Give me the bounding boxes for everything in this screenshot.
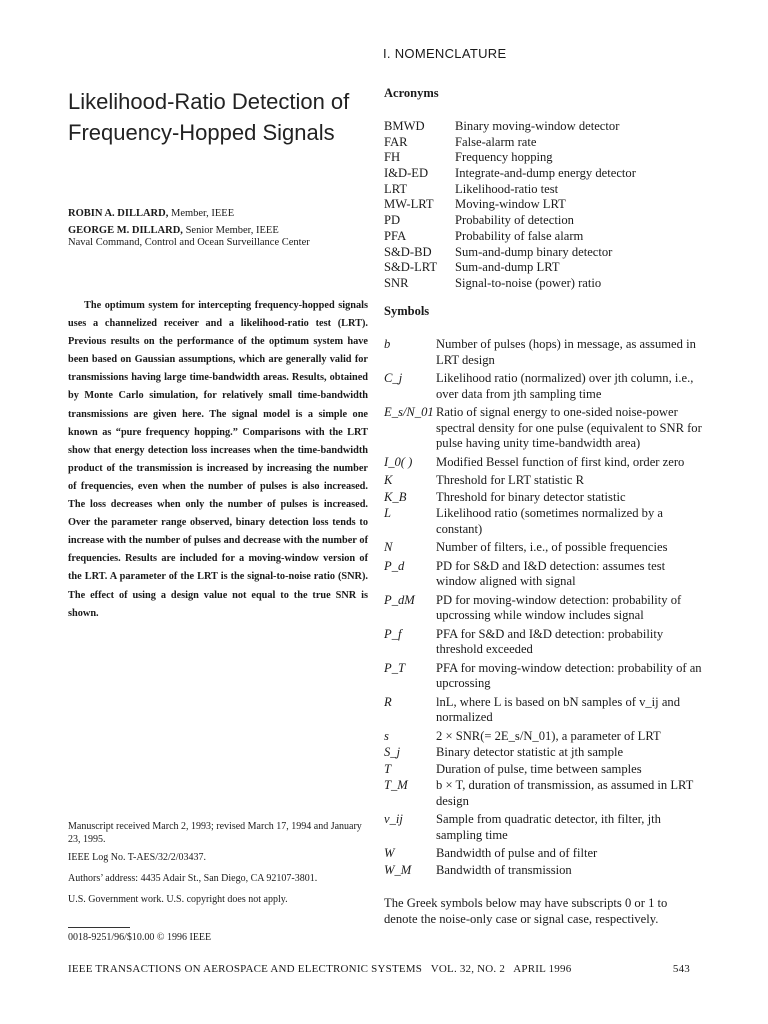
acronym-row	[384, 166, 704, 182]
section-heading: I. NOMENCLATURE	[383, 46, 507, 61]
acronym-definition: Integrate-and-dump energy detector	[455, 166, 636, 181]
symbol-row	[384, 506, 704, 537]
symbol-definition: Binary detector statistic at jth sample	[436, 745, 624, 759]
symbol-definition: b × T, duration of transmission, as assumed in LRT design	[436, 778, 694, 808]
symbol-term: T	[384, 761, 392, 776]
symbol-definition: Modified Bessel function of first kind, order zero	[436, 454, 685, 469]
symbol-row	[384, 695, 704, 726]
symbol-term: P_d	[384, 558, 405, 573]
acronym-row	[384, 229, 704, 245]
acronym-term: FH	[384, 150, 401, 165]
symbol-term: K	[384, 473, 393, 487]
symbol-definition: 2 × SNR(= 2E_s/N_01), a parameter of LRT	[436, 728, 661, 743]
acronym-definition: Probability of detection	[455, 213, 574, 228]
symbol-definition: Number of filters, i.e., of possible frequencies	[436, 540, 668, 554]
symbol-term: R	[384, 694, 392, 709]
acronym-row	[384, 182, 704, 198]
symbol-definition: Ratio of signal energy to one-sided noise-power spectral density for one pulse (equivalent to SNR for pulse having unity time-bandwidth area)	[436, 405, 702, 450]
symbol-definition: Duration of pulse, time between samples	[436, 761, 642, 776]
author-2	[68, 224, 279, 237]
symbol-row	[384, 593, 704, 624]
symbol-row	[384, 540, 704, 556]
acronym-row	[384, 150, 704, 166]
symbol-definition: PFA for moving-window detection: probability of an upcrossing	[436, 660, 702, 690]
symbol-row	[384, 729, 704, 745]
acronym-term: SNR	[384, 275, 409, 290]
author-2-name: GEORGE M. DILLARD,	[68, 225, 183, 236]
symbol-term: v_ij	[384, 812, 403, 826]
symbols-list	[384, 337, 704, 878]
acronym-definition: Likelihood-ratio test	[455, 181, 559, 196]
acronym-definition: Sum-and-dump LRT	[455, 260, 560, 275]
symbol-term: b	[384, 337, 391, 351]
symbol-term: T_M	[384, 778, 408, 792]
symbol-term: C_j	[384, 371, 403, 385]
author-1-name: ROBIN A. DILLARD,	[68, 208, 169, 219]
symbol-term: s	[384, 728, 389, 743]
symbol-row	[384, 627, 704, 658]
price-line: 0018-9251/96/$10.00 © 1996 IEEE	[68, 932, 212, 943]
symbol-row	[384, 490, 704, 506]
symbol-term: P_f	[384, 626, 402, 641]
symbol-term: K_B	[384, 489, 407, 504]
symbol-definition: Bandwidth of transmission	[436, 862, 572, 877]
symbol-row	[384, 559, 704, 590]
symbol-definition: PD for S&D and I&D detection: assumes test window aligned with signal	[436, 558, 666, 588]
acronym-definition: Sum-and-dump binary detector	[455, 244, 613, 259]
acronym-term: I&D-ED	[384, 166, 429, 181]
symbol-definition: PFA for S&D and I&D detection: probability threshold exceeded	[436, 626, 664, 656]
author-1-role: Member, IEEE	[170, 208, 235, 219]
acronym-row	[384, 135, 704, 151]
acronym-term: LRT	[384, 181, 408, 196]
acronym-definition: False-alarm rate	[455, 134, 537, 149]
acronym-row	[384, 276, 704, 292]
authors-address: Authors’ address: 4435 Adair St., San Diego, CA 92107-3801.	[68, 873, 318, 884]
acronym-term: PD	[384, 213, 401, 228]
acronym-row	[384, 197, 704, 213]
acronym-term: BMWD	[384, 119, 425, 133]
symbol-definition: PD for moving-window detection: probability of upcrossing while window includes signal	[436, 592, 682, 622]
symbol-row	[384, 455, 704, 471]
symbol-row	[384, 661, 704, 692]
acronym-row	[384, 260, 704, 276]
symbol-row	[384, 745, 704, 761]
author-2-role: Senior Member, IEEE	[185, 225, 279, 236]
symbol-term: W	[384, 846, 395, 860]
symbol-row	[384, 846, 704, 862]
acronym-term: PFA	[384, 228, 407, 243]
symbol-definition: Likelihood ratio (normalized) over jth column, i.e., over data from jth sampling time	[436, 371, 694, 401]
log-number: IEEE Log No. T-AES/32/2/03437.	[68, 852, 207, 863]
acronym-definition: Binary moving-window detector	[455, 119, 620, 133]
acronym-definition: Signal-to-noise (power) ratio	[455, 275, 602, 290]
paper-title: Likelihood-Ratio Detection of Frequency-Hopped Signals	[68, 89, 350, 145]
symbol-definition: Sample from quadratic detector, ith filter, jth sampling time	[436, 812, 661, 842]
affiliation: Naval Command, Control and Ocean Surveillance Center	[68, 237, 310, 248]
symbol-term: L	[384, 506, 392, 520]
acronym-definition: Probability of false alarm	[455, 228, 584, 243]
symbol-term: N	[384, 540, 393, 554]
journal-line: IEEE TRANSACTIONS ON AEROSPACE AND ELECTRONIC SYSTEMS VOL. 32, NO. 2 APRIL 1996	[68, 963, 572, 975]
copyright-note: U.S. Government work. U.S. copyright does not apply.	[68, 894, 288, 905]
acronym-term: S&D-BD	[384, 244, 432, 259]
symbol-row	[384, 812, 704, 843]
symbol-term: S_j	[384, 745, 401, 759]
symbol-term: I_0( )	[384, 454, 413, 469]
symbol-row	[384, 337, 704, 368]
acronym-term: FAR	[384, 134, 408, 149]
symbol-definition: Threshold for LRT statistic R	[436, 473, 585, 487]
acronym-definition: Moving-window LRT	[455, 197, 566, 212]
symbol-term: W_M	[384, 862, 412, 877]
symbol-row	[384, 762, 704, 778]
acronym-row	[384, 119, 704, 135]
acronym-term: S&D-LRT	[384, 260, 438, 275]
symbol-definition: Likelihood ratio (sometimes normalized by a constant)	[436, 506, 663, 536]
symbol-definition: lnL, where L is based on bN samples of v_ij and normalized	[436, 694, 681, 724]
symbols-heading: Symbols	[384, 304, 430, 318]
symbol-definition: Bandwidth of pulse and of filter	[436, 846, 598, 860]
symbol-term: P_dM	[384, 592, 415, 607]
page-footer	[68, 963, 690, 975]
symbol-term: P_T	[384, 660, 405, 675]
acronyms-heading: Acronyms	[384, 86, 439, 100]
symbol-term: E_s/N_01	[384, 405, 434, 419]
acronym-term: MW-LRT	[384, 197, 434, 212]
abstract: The optimum system for intercepting frequency-hopped signals uses a channelized receiver and a likelihood-ratio test (LRT). Previous results on the performance of the optimum system have been based on Gaussian assumptions, which are generally valid for transmissions having large time-bandwidth areas. Results, obtained by Monte Carlo simulation, for relatively small time-bandwidth transmissions are given here. The signal model is a simple one known as “pure frequency hopping.” Comparisons with the LRT show that energy detection loss increases when the time-bandwidth product of the transmission is increased by increasing the number of frequencies, even when the number of pulses is also increased. The loss decreases when only the number of pulses is increased. Over the parameter range observed, binary detection loss tends to increase with the number of pulses and decrease with the number of frequencies. Results are included for a moving-window version of the LRT. A parameter of the LRT is the signal-to-noise ratio (SNR). The effect of using a design value not equal to the true SNR is shown.	[68, 300, 368, 619]
symbol-definition: Threshold for binary detector statistic	[436, 489, 626, 504]
page-number: 543	[672, 963, 690, 975]
acronym-definition: Frequency hopping	[455, 150, 553, 165]
footnote-rule	[68, 927, 130, 928]
acronym-row	[384, 245, 704, 261]
symbol-row	[384, 473, 704, 489]
symbol-row	[384, 405, 704, 452]
acronyms-list	[384, 119, 704, 292]
author-1	[68, 207, 234, 220]
symbol-row	[384, 863, 704, 879]
symbol-row	[384, 371, 704, 402]
symbol-row	[384, 778, 704, 809]
manuscript-note: Manuscript received March 2, 1993; revised March 17, 1994 and January 23, 1995.	[68, 821, 362, 845]
acronym-row	[384, 213, 704, 229]
symbol-definition: Number of pulses (hops) in message, as assumed in LRT design	[436, 337, 696, 367]
greek-note: The Greek symbols below may have subscripts 0 or 1 to denote the noise-only case or signal case, respectively.	[384, 896, 668, 926]
